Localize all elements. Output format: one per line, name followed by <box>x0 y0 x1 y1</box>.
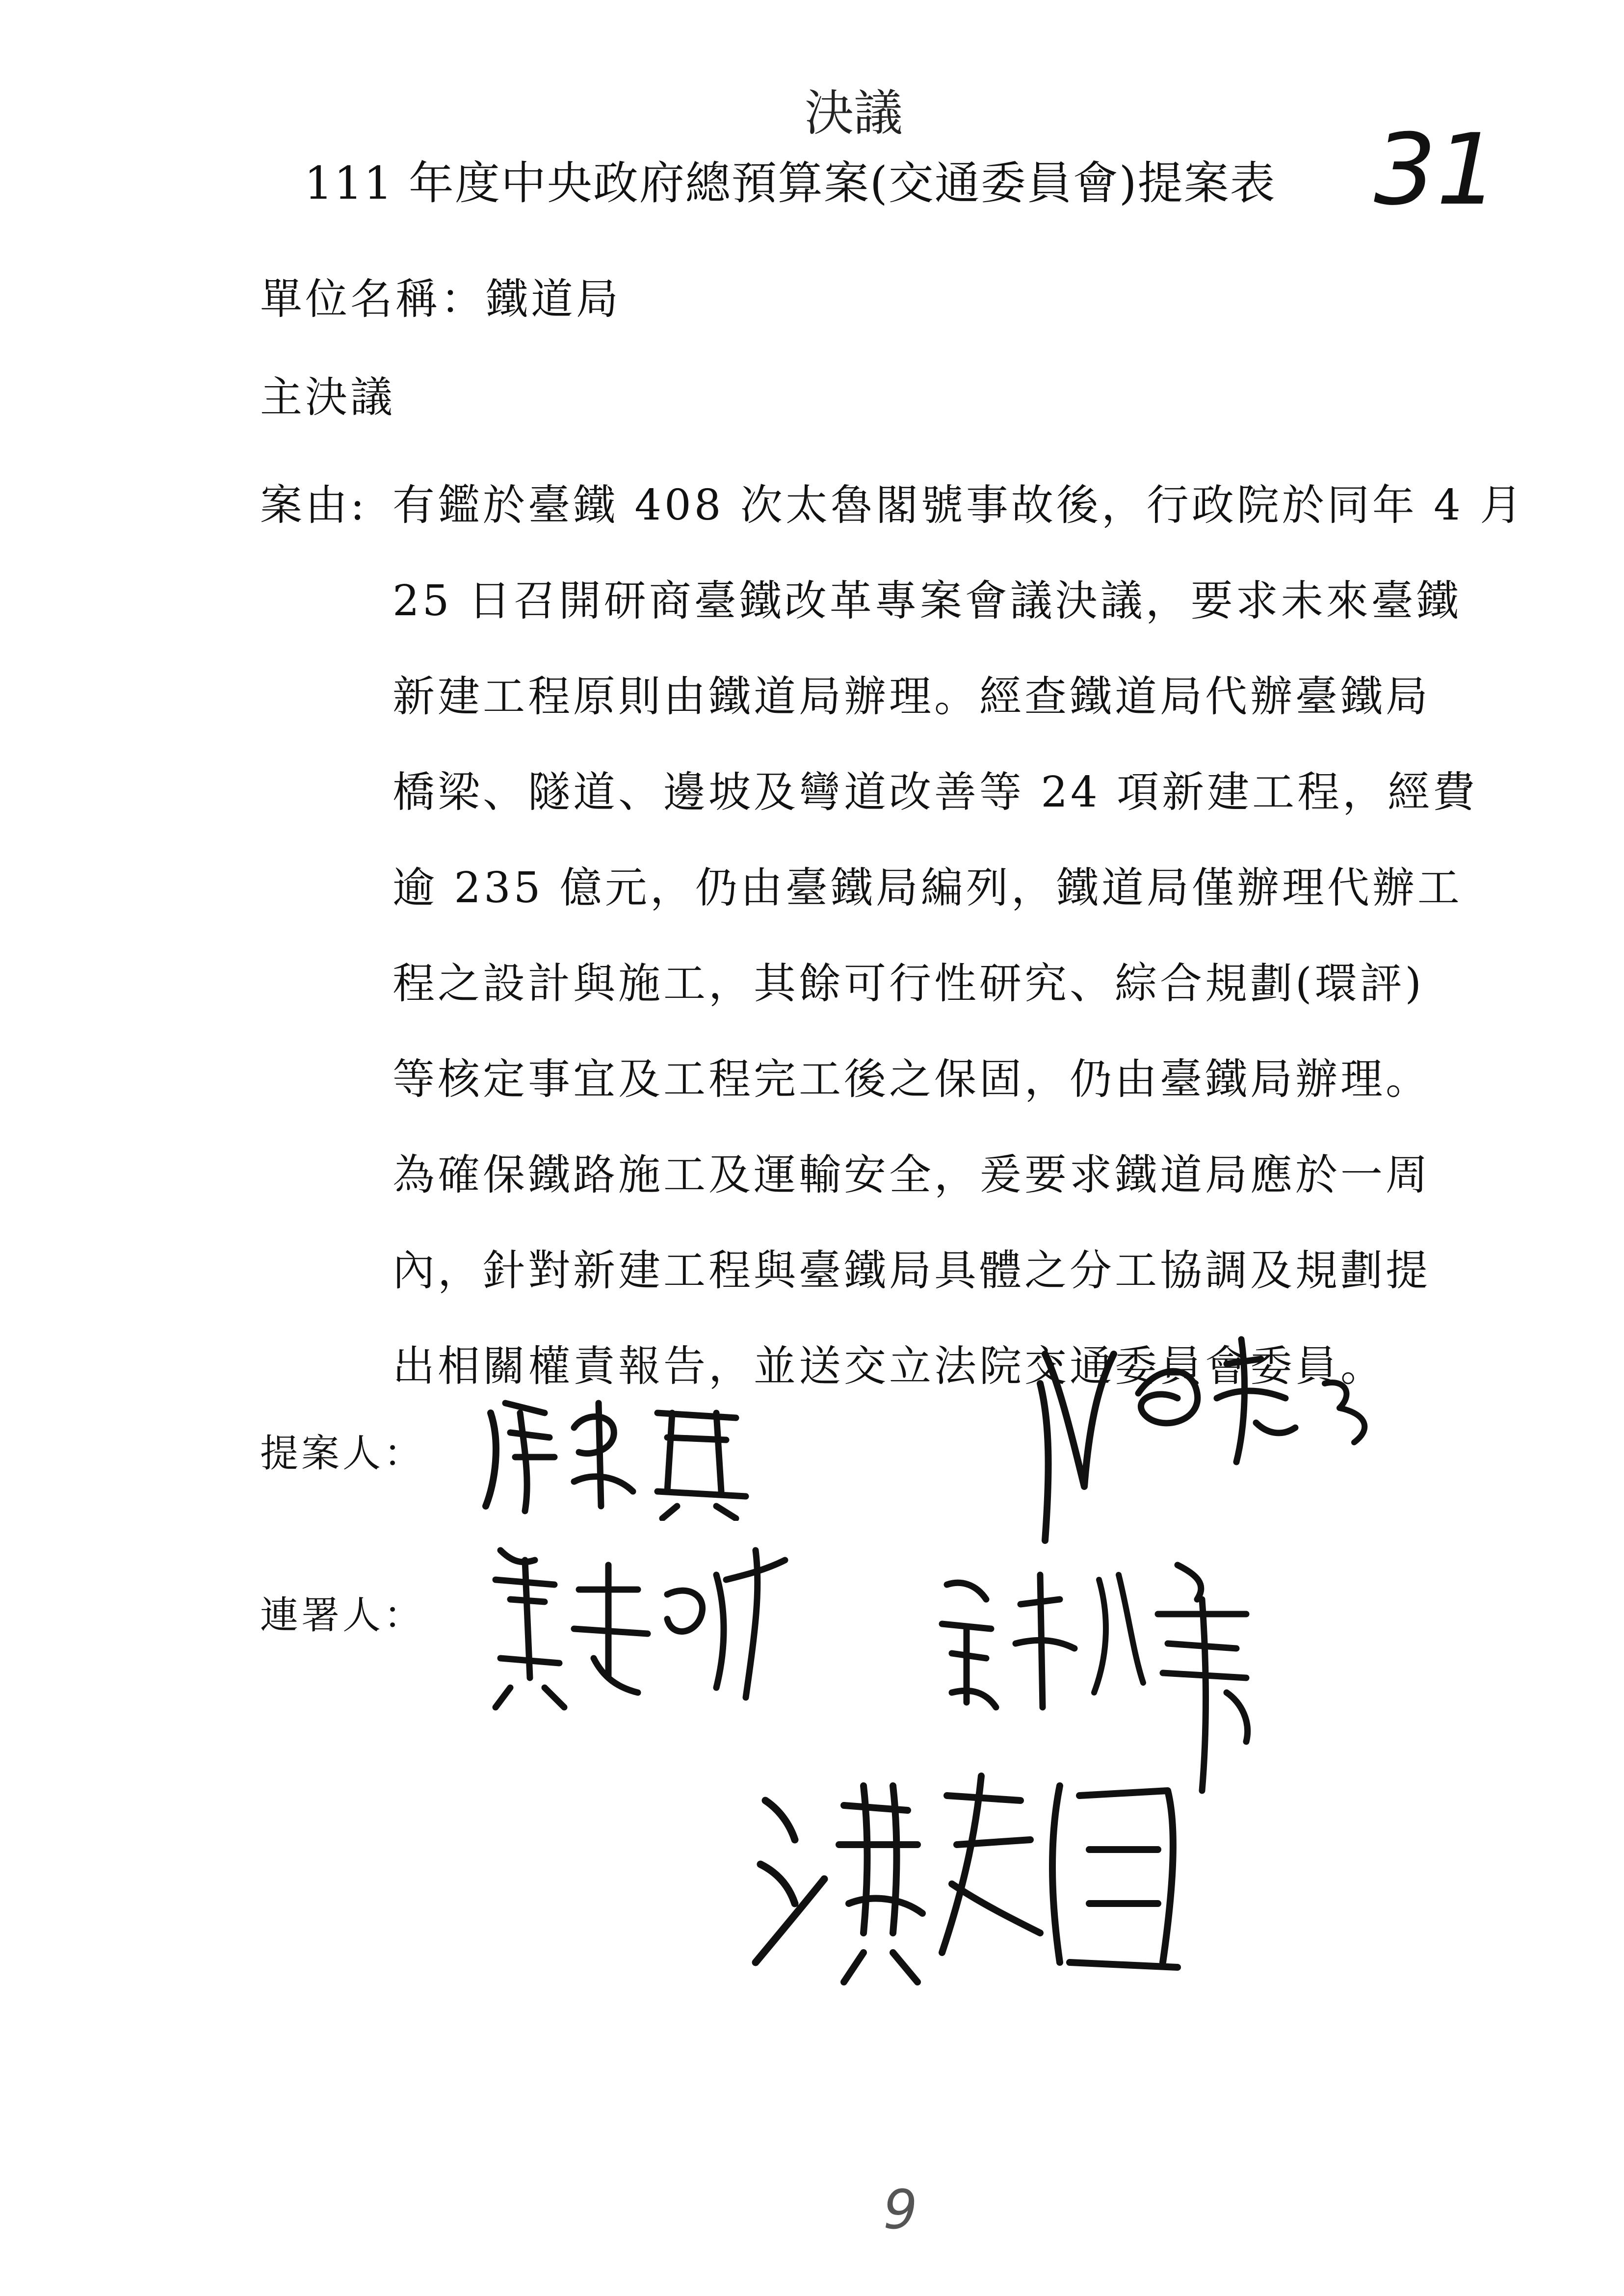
reason-line: 程之設計與施工，其餘可行性研究、綜合規劃(環評) <box>393 959 1425 1008</box>
main-resolution-heading: 主決議 <box>260 373 395 422</box>
reason-line: 有鑑於臺鐵 408 次太魯閣號事故後，行政院於同年 4 月 <box>393 481 1525 530</box>
signature-cosigner-3 <box>746 1756 1217 1992</box>
resolution-stamp: 決議 <box>805 84 903 142</box>
reason-line: 橋梁、隧道、邊坡及彎道改善等 24 項新建工程，經費 <box>393 768 1478 817</box>
reason-line: 逾 235 億元，仍由臺鐵局編列，鐵道局僅辦理代辦工 <box>393 863 1463 913</box>
reason-line: 新建工程原則由鐵道局辦理。經查鐵道局代辦臺鐵局 <box>393 672 1431 721</box>
reason-line: 25 日召開研商臺鐵改革專案會議決議，要求未來臺鐵 <box>393 576 1462 626</box>
page-number: 9 <box>883 2178 917 2241</box>
signature-cosigner-1 <box>481 1531 795 1717</box>
unit-name: 單位名稱：鐵道局 <box>260 275 621 324</box>
signature-cosigner-top <box>1030 1325 1403 1560</box>
document-title: 111 年度中央政府總預算案(交通委員會)提案表 <box>304 157 1276 209</box>
reason-line: 為確保鐵路施工及運輸安全，爰要求鐵道局應於一周 <box>393 1150 1431 1200</box>
reason-line: 等核定事宜及工程完工後之保固，仍由臺鐵局辦理。 <box>393 1055 1431 1104</box>
proposer-label: 提案人： <box>260 1432 425 1476</box>
reason-label: 案由: <box>260 481 367 530</box>
handwritten-number: 31 <box>1374 113 1499 227</box>
reason-line: 內，針對新建工程與臺鐵局具體之分工協調及規劃提 <box>393 1246 1431 1295</box>
signature-proposer <box>471 1383 785 1521</box>
cosigner-label: 連署人： <box>260 1593 425 1638</box>
reason-line: 出相關權責報告，並送交立法院交通委員會委員。 <box>393 1342 1386 1391</box>
